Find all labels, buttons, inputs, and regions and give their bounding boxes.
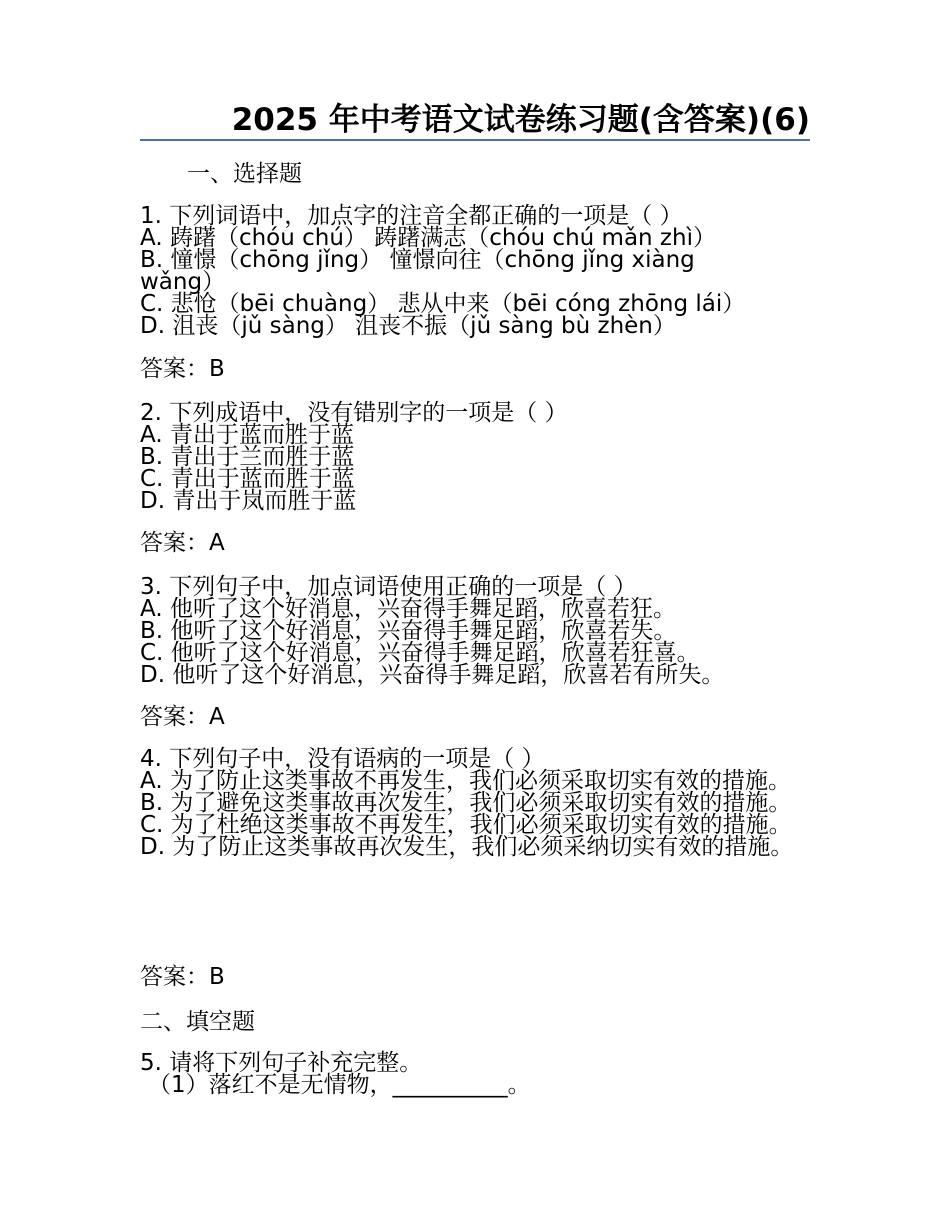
option-a: A. 踌躇（chóu chú） 踌躇满志（chóu chú mǎn zhì）: [140, 225, 716, 251]
option-d: D. 为了防止这类事故再次发生，我们必须采纳切实有效的措施。: [140, 834, 794, 860]
question-4: [140, 748, 800, 858]
option-c: C. 悲怆（bēi chuàng） 悲从中来（bēi cóng zhōng lái）: [140, 291, 746, 317]
option-b: B. 青出于兰而胜于蓝: [140, 444, 355, 470]
question-1: [140, 205, 800, 337]
option-a: A. 青出于蓝而胜于蓝: [140, 422, 354, 448]
document-title: 2025 年中考语文试卷练习题(含答案)(6): [231, 102, 810, 138]
option-d: D. 沮丧（jǔ sàng） 沮丧不振（jǔ sàng bù zhèn）: [140, 313, 676, 339]
option-c: C. 他听了这个好消息，兴奋得手舞足蹈，欣喜若狂喜。: [140, 640, 700, 666]
section-heading-fill: 二、填空题: [140, 1009, 255, 1035]
option-b: B. 他听了这个好消息，兴奋得手舞足蹈，欣喜若失。: [140, 618, 677, 644]
question-stem: 1. 下列词语中，加点字的注音全都正确的一项是（ ）: [140, 203, 683, 229]
option-a: A. 他听了这个好消息，兴奋得手舞足蹈，欣喜若狂。: [140, 596, 676, 622]
fill-item-1: （1）落红不是无情物，__________。: [148, 1072, 531, 1098]
option-c: C. 青出于蓝而胜于蓝: [140, 466, 355, 492]
question-stem: 4. 下列句子中，没有语病的一项是（ ）: [140, 746, 545, 772]
question-5: [140, 1052, 800, 1096]
option-c: C. 为了杜绝这类事故不再发生，我们必须采取切实有效的措施。: [140, 812, 792, 838]
question-3: [140, 576, 800, 686]
question-stem: 5. 请将下列句子补充完整。: [140, 1050, 423, 1076]
option-b: B. 憧憬（chōng jǐng） 憧憬向往（chōng jǐng xiàng wǎng）: [140, 247, 695, 295]
question-stem: 2. 下列成语中，没有错别字的一项是（ ）: [140, 400, 568, 426]
option-d: D. 青出于岚而胜于蓝: [140, 488, 357, 514]
question-stem: 3. 下列句子中，加点词语使用正确的一项是（ ）: [140, 574, 637, 600]
title-underline: [140, 139, 810, 141]
section-heading-choice: 一、选择题: [187, 161, 302, 187]
answer-1: 答案：B: [140, 356, 225, 382]
question-2: [140, 402, 800, 512]
option-a: A. 为了防止这类事故不再发生，我们必须采取切实有效的措施。: [140, 768, 791, 794]
option-d: D. 他听了这个好消息，兴奋得手舞足蹈，欣喜若有所失。: [140, 662, 725, 688]
answer-2: 答案：A: [140, 530, 225, 556]
answer-4: 答案：B: [140, 964, 225, 990]
option-b: B. 为了避免这类事故再次发生，我们必须采取切实有效的措施。: [140, 790, 792, 816]
answer-3: 答案：A: [140, 704, 225, 730]
